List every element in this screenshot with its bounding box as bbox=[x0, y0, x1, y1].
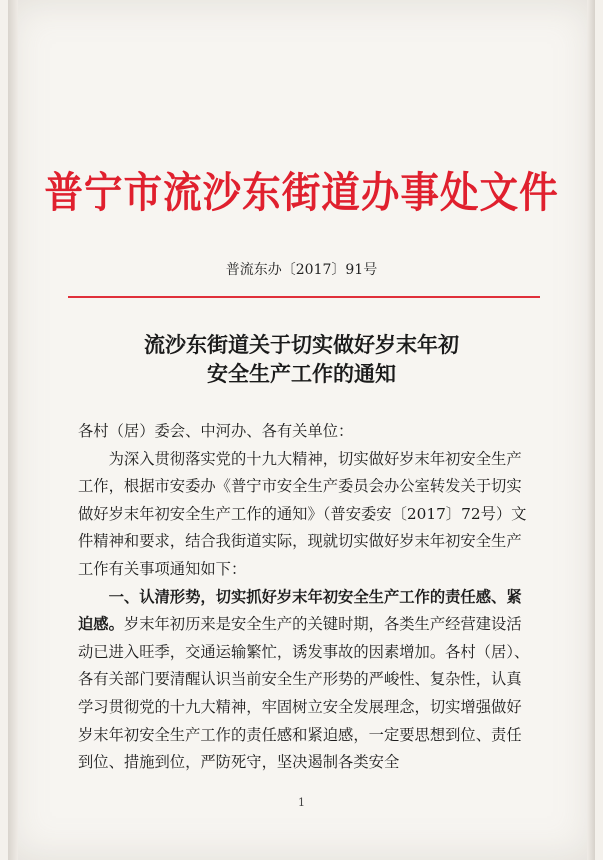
notice-title-line-1: 流沙东街道关于切实做好岁末年初 bbox=[144, 332, 459, 357]
notice-title bbox=[0, 330, 603, 388]
document-header-title: 普宁市流沙东街道办事处文件 bbox=[44, 168, 559, 217]
page-number: 1 bbox=[298, 796, 305, 809]
section-1-paragraph bbox=[78, 584, 533, 777]
page-edge-left bbox=[8, 0, 18, 860]
intro-paragraph: 为深入贯彻落实党的十九大精神，切实做好岁末年初安全生产工作，根据市安委办《普宁市安全生产委员会办公室转发关于切实做好岁末年初安全生产工作的通知》（普安委安〔2017〕72号）文件精神和要求，结合我街道实际，现就切实做好岁末年初安全生产工作有关事项通知如下： bbox=[78, 449, 527, 578]
salutation: 各村（居）委会、中河办、各有关单位： bbox=[78, 422, 354, 440]
section-1-text: 岁末年初历来是安全生产的关键时期，各类生产经营建设活动已进入旺季，交通运输繁忙，诱发事故的因素增加。各村（居）、各有关部门要清醒认识当前安全生产形势的严峻性、复杂性，认真学习贯彻党的十九大精神，牢固树立安全发展理念，切实增强做好岁末年初安全生产工作的责任感和紧迫感，一定要思想到位、责任到位、措施到位，严防死守，坚决遏制各类安全 bbox=[78, 615, 530, 772]
bleed-through-texture bbox=[70, 70, 500, 82]
section-1-heading: 一、认清形势，切实抓好岁末年初安全生产工作的责任感、紧迫感。 bbox=[78, 587, 522, 634]
red-divider-line bbox=[68, 296, 540, 298]
notice-title-line-2: 安全生产工作的通知 bbox=[207, 361, 396, 386]
page-edge-right bbox=[587, 0, 595, 860]
notice-body bbox=[78, 418, 533, 777]
document-number: 普流东办〔2017〕91号 bbox=[225, 262, 378, 278]
